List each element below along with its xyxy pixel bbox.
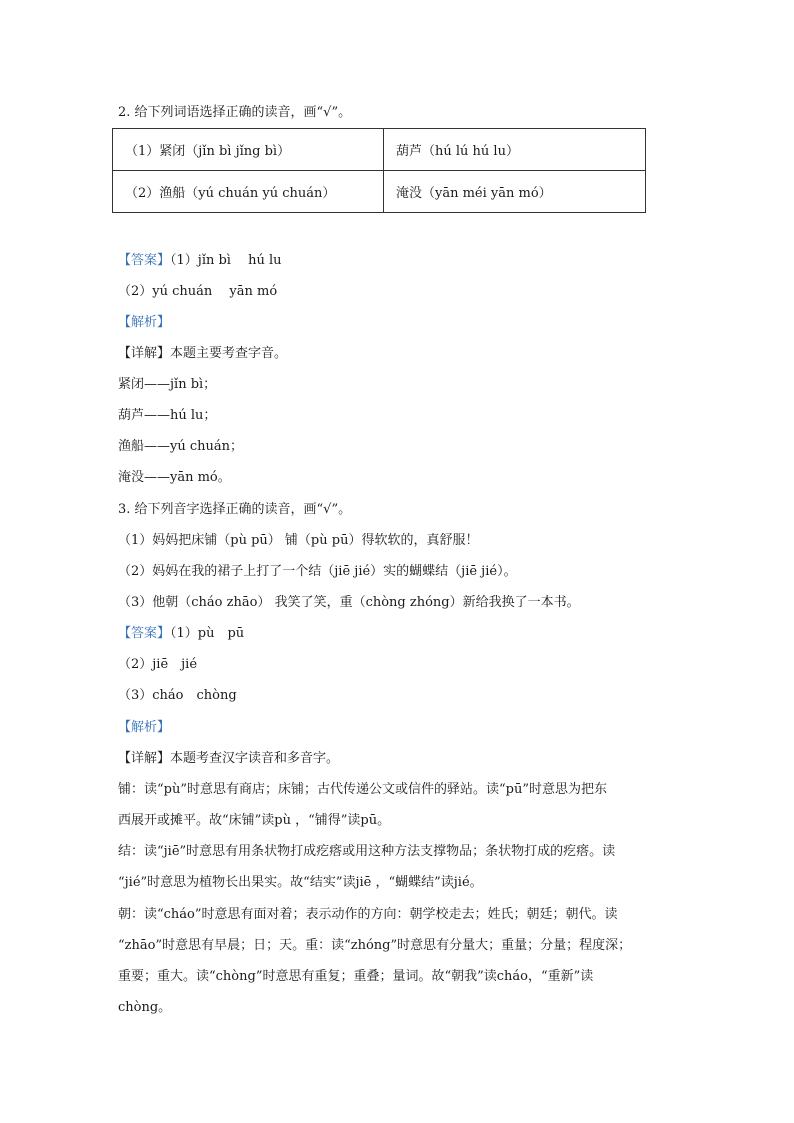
detail-line: 朝：读“cháo”时意思有面对着；表示动作的方向：朝学校走去；姓氏；朝廷；朝代。读 [118,907,618,922]
detail-line: chòng。 [118,1000,172,1015]
detail-line: “zhāo”时意思有早晨；日；天。重：读“zhóng”时意思有分量大；重量；分量；程度深； [118,938,632,953]
question-3-answer-line-1 [118,625,244,643]
detail-line: “jié”时意思为植物长出果实。故“结实”读jiē ，“蝴蝶结”读jié。 [118,875,483,890]
table-cell: （1）紧闭（jǐn bì jǐng bì） [113,129,384,171]
table-row [113,171,646,213]
answer-tag: 【答案】 [118,253,171,268]
detail-tag: 【详解】 [118,751,171,766]
table-cell: 葫芦（hú lú hú lu） [384,129,646,171]
question-3-detail [118,750,339,768]
table-cell: （2）渔船（yú chuán yú chuán） [113,171,384,213]
answer-text: （1）pù pū [170,626,245,641]
detail-line: 淹没——yān mó。 [118,470,231,485]
question-2-title: 2. 给下列词语选择正确的读音，画“√”。 [118,105,352,120]
detail-tag: 【详解】 [118,346,171,361]
answer-text: （1）jǐn bì hú lu [170,253,282,268]
table-cell: 淹没（yān méi yān mó） [384,171,646,213]
question-2-detail [118,345,287,363]
question-3-answer-line-3: （3）cháo chòng [118,688,237,703]
question-3-analysis-tag: 【解析】 [118,720,171,735]
question-2-answer-line-2: （2）yú chuán yān mó [118,284,278,299]
question-3-title: 3. 给下列音字选择正确的读音，画“√”。 [118,502,352,517]
table-row [113,129,646,171]
question-3-item-2: （2）妈妈在我的裙子上打了一个结（jiē jié）实的蝴蝶结（jiē jié）。 [118,564,517,579]
question-3-item-1: （1）妈妈把床铺（pù pū） 铺（pù pū）得软软的，真舒服！ [118,533,479,548]
detail-line: 紧闭——jǐn bì； [118,377,217,392]
detail-line: 渔船——yú chuán； [118,439,243,454]
question-3-answer-line-2: （2）jiē jié [118,657,198,672]
question-2-table [112,128,646,213]
detail-line: 重要；重大。读“chòng”时意思有重复；重叠；量词。故“朝我”读cháo，“重新”读 [118,969,594,984]
question-2-analysis-tag: 【解析】 [118,315,171,330]
question-3-item-3: （3）他朝（cháo zhāo） 我笑了笑，重（chòng zhóng）新给我换了一本书。 [118,595,580,610]
detail-line: 西展开或摊平。故“床铺”读pù ，“铺得”读pū。 [118,813,391,828]
answer-tag: 【答案】 [118,626,171,641]
detail-intro: 本题主要考查字音。 [170,346,288,361]
detail-line: 结：读“jiē”时意思有用条状物打成疙瘩或用这种方法支撑物品；条状物打成的疙瘩。读 [118,844,616,859]
detail-line: 葫芦——hú lu； [118,408,217,423]
question-2-answer-line-1 [118,252,282,270]
detail-intro: 本题考查汉字读音和多音字。 [170,751,340,766]
detail-line: 铺：读“pù”时意思有商店；床铺；古代传递公文或信件的驿站。读“pū”时意思为把东 [118,782,607,797]
